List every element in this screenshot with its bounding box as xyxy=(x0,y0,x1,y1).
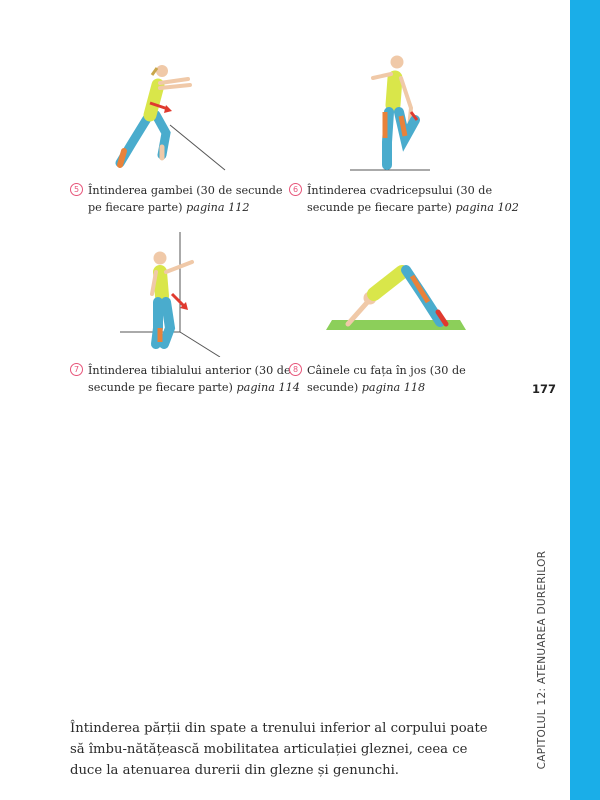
page-reference: pagina 112 xyxy=(186,201,250,214)
exercise-caption-8 xyxy=(292,362,466,396)
exercise-number: 5 xyxy=(70,183,83,196)
body-paragraph: Întinderea părții din spate a trenului inferior al corpului poate să îmbu-nătățească mobilitatea articulației gleznei, ceea ce duce la atenuarea durerii din glezne și genunchi. xyxy=(70,721,488,778)
page-reference: pagina 102 xyxy=(455,201,519,214)
caption-line: pe fiecare parte) xyxy=(88,201,187,214)
caption-line: Întinderea tibialului anterior (30 de xyxy=(88,364,291,377)
exercise-number: 8 xyxy=(289,363,302,376)
page-number: 177 xyxy=(532,382,557,396)
exercise-caption-5 xyxy=(73,182,283,216)
caption-line: secunde pe fiecare parte) xyxy=(307,201,456,214)
exercise-caption-6 xyxy=(292,182,519,216)
exercise-number: 6 xyxy=(289,183,302,196)
caption-line: Întinderea gambei (30 de secunde xyxy=(88,184,283,197)
downward-dog-illustration xyxy=(318,258,473,336)
caption-line: secunde pe fiecare parte) xyxy=(88,381,237,394)
chapter-side-tab xyxy=(570,0,600,800)
tibialis-stretch-illustration xyxy=(120,232,230,357)
page-reference: pagina 114 xyxy=(236,381,300,394)
exercise-number: 7 xyxy=(70,363,83,376)
chapter-title: CAPITOLUL 12: ATENUAREA DURERILOR xyxy=(536,550,548,770)
caption-line: secunde) xyxy=(307,381,362,394)
page-reference: pagina 118 xyxy=(361,381,426,394)
quadriceps-stretch-illustration xyxy=(345,50,435,175)
caption-line: Întinderea cvadricepsului (30 de xyxy=(307,184,493,197)
exercise-caption-7 xyxy=(73,362,300,396)
calf-stretch-illustration xyxy=(110,55,235,175)
caption-line: Câinele cu fața în jos (30 de xyxy=(307,364,466,377)
